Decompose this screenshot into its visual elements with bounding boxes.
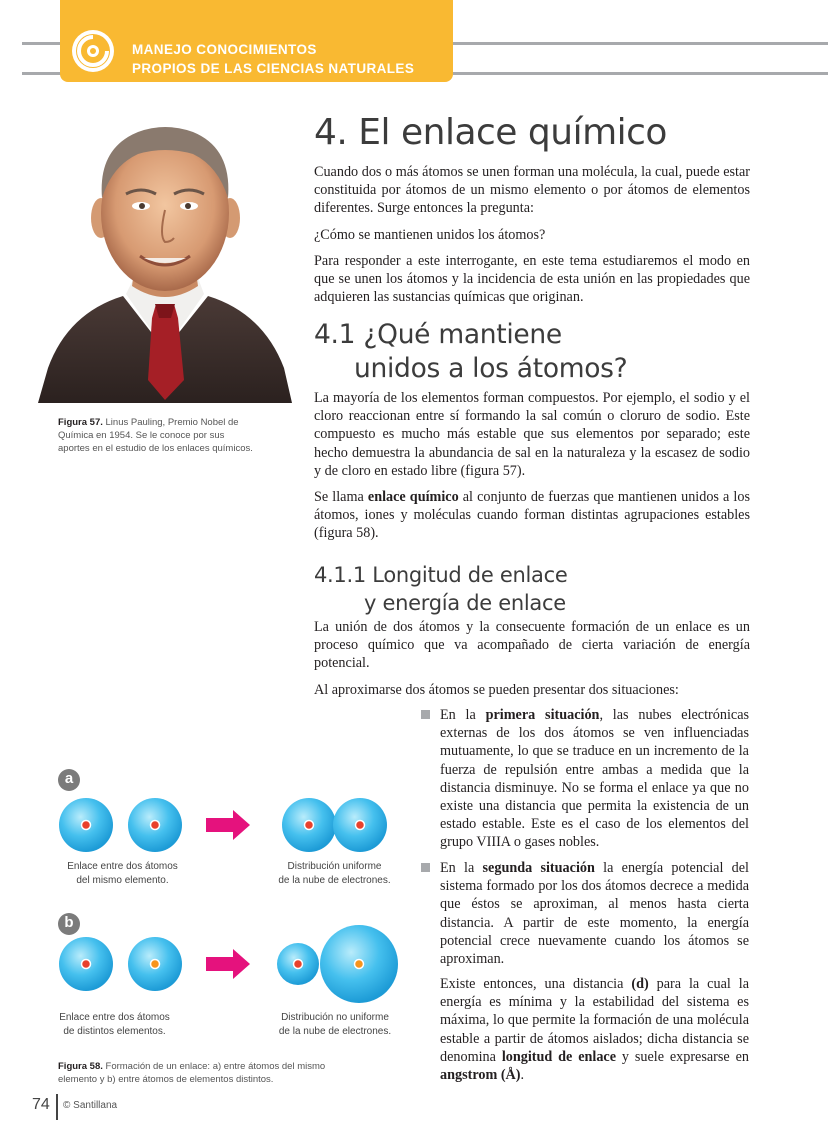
figure58-badge-b: b <box>58 913 80 935</box>
nucleus-a4 <box>356 821 365 830</box>
figure58-caption <box>58 1060 358 1086</box>
nucleus-b1 <box>82 960 91 969</box>
part-a-left-label: Enlace entre dos átomos del mismo elemento. <box>67 861 178 886</box>
subsection-body <box>314 389 750 551</box>
subsubsection-paragraph-1: La unión de dos átomos y la consecuente formación de un enlace es un proceso químico que va acompañado de cierta variación de energía potencial. <box>314 619 750 672</box>
figure57-label: Figura 57. <box>58 417 103 428</box>
part-b-left-label: Enlace entre dos átomos de distintos elementos. <box>59 1012 170 1037</box>
arrow-a-icon <box>206 810 250 840</box>
intro-question: ¿Cómo se mantienen unidos los átomos? <box>314 226 546 243</box>
subsubsection-title-line2: y energía de enlace <box>364 591 566 615</box>
subsection-title-line2: unidos a los átomos? <box>354 353 628 384</box>
term-longitud-de-enlace: longitud de enlace <box>501 1048 617 1065</box>
nucleus-b3 <box>294 960 303 969</box>
nucleus-a2 <box>151 821 160 830</box>
figure58-label: Figura 58. <box>58 1061 103 1072</box>
header-title <box>132 40 414 78</box>
bullet-second-situation: En la segunda situación la energía potencial del sistema formado por los dos átomos decrece a medida que éstos se aproximan, al menos hasta cierta distancia. A partir de este momento, la energía potencial crece nuevamente cuando los átomos se aproximan. <box>424 859 749 968</box>
header-line-right <box>453 42 828 45</box>
header-line-right-2 <box>453 72 828 75</box>
section-intro <box>314 163 750 314</box>
intro-paragraph-3: Para responder a este interrogante, en este tema estudiaremos el modo en que se unen los átomos y la incidencia de esta unión en las propiedades que adquieren las sustancias químicas que originan. <box>314 252 750 306</box>
subsection-title-line1: 4.1 ¿Qué mantiene <box>314 319 562 350</box>
nucleus-a3 <box>305 821 314 830</box>
subsection-paragraph-1: La mayoría de los elementos forman compuestos. Por ejemplo, el sodio y el cloro reaccionan entre sí formando la sal común o cloruro de sodio. Este compuesto es mucho más estable que sus elementos por separado; este hecho demuestra la abundancia de sal en la naturaleza y la escasez de sodio y de cloro en estado libre (figura 57). <box>314 390 750 479</box>
bullet-first-situation: En la primera situación, las nubes electrónicas externas de los dos átomos se ven influenciadas mutuamente, lo que se traduce en un incremento de la fuerza de repulsión entre ambas a medida que la distancia disminuye. No se forma el enlace ya que no existe una distancia que permita la existencia de un estado estable. Este es el caso de los elementos del grupo VIIIA o gases nobles. <box>424 706 749 852</box>
term-segunda-situacion: segunda situación <box>482 860 595 876</box>
subsubsection-body <box>314 618 750 707</box>
part-b-atoms-bonded <box>277 925 398 1003</box>
arrow-b-icon <box>206 949 250 979</box>
subsection-title <box>314 318 627 386</box>
intro-paragraph-1: Cuando dos o más átomos se unen forman una molécula, la cual, puede estar constituida por átomos de un mismo elemento o por átomos de elementos diferentes. Surge entonces la pregunta: <box>314 164 750 217</box>
linus-pauling-portrait <box>38 118 292 403</box>
nucleus-a1 <box>82 821 91 830</box>
part-b-atoms-separate <box>59 937 182 991</box>
header-line1: MANEJO CONOCIMIENTOS <box>132 42 317 57</box>
term-primera-situacion: primera situación <box>485 707 600 723</box>
figure58-badge-a: a <box>58 769 80 791</box>
part-a-atoms-bonded <box>282 798 387 852</box>
subsubsection-paragraph-2: Al aproximarse dos átomos se pueden presentar dos situaciones: <box>314 681 679 698</box>
header-line-left-2 <box>22 72 62 75</box>
nucleus-b2 <box>151 960 160 969</box>
footer-divider <box>56 1094 58 1120</box>
nucleus-b4 <box>355 960 364 969</box>
term-enlace-quimico: enlace químico <box>367 489 459 506</box>
subsection-paragraph-2: Se llama enlace químico al conjunto de fuerzas que mantienen unidos a los átomos, iones y moléculas cuando forman distintas agrupaciones estables (figura 58). <box>314 489 750 542</box>
header-line-left <box>22 42 62 45</box>
subsubsection-title <box>314 561 567 617</box>
figure57-caption-text: Linus Pauling, Premio Nobel de Química en 1954. Se le conoce por sus aportes en el estudio de los enlaces químicos. <box>58 417 253 454</box>
footer-publisher: © Santillana <box>63 1100 118 1111</box>
part-b-right-label: Distribución no uniforme de la nube de electrones. <box>278 1012 392 1037</box>
final-paragraph: Existe entonces, una distancia (d) para la cual la energía es mínima y la estabilidad del sistema es máxima, lo que permite la formación de una molécula estable a partir de átomos aislados; dicha distancia se denomina longitud de enlace y suele expresarse en angstrom (Å). <box>440 976 749 1084</box>
figure57-caption <box>58 416 258 455</box>
header-line2: PROPIOS DE LAS CIENCIAS NATURALES <box>132 61 415 76</box>
section-title: 4. El enlace químico <box>314 112 667 153</box>
page-number: 74 <box>32 1096 50 1113</box>
figure58-diagram <box>50 768 400 1028</box>
bullet-square-icon <box>421 863 430 872</box>
subsubsection-title-line1: 4.1.1 Longitud de enlace <box>314 563 568 587</box>
target-circle-icon <box>70 28 116 74</box>
bullet-square-icon <box>421 710 430 719</box>
figure58-caption-text: Formación de un enlace: a) entre átomos del mismo elemento y b) entre átomos de elementos distintos. <box>58 1061 326 1085</box>
part-a-right-label: Distribución uniforme de la nube de electrones. <box>278 861 391 886</box>
part-a-atoms-separate <box>59 798 182 852</box>
